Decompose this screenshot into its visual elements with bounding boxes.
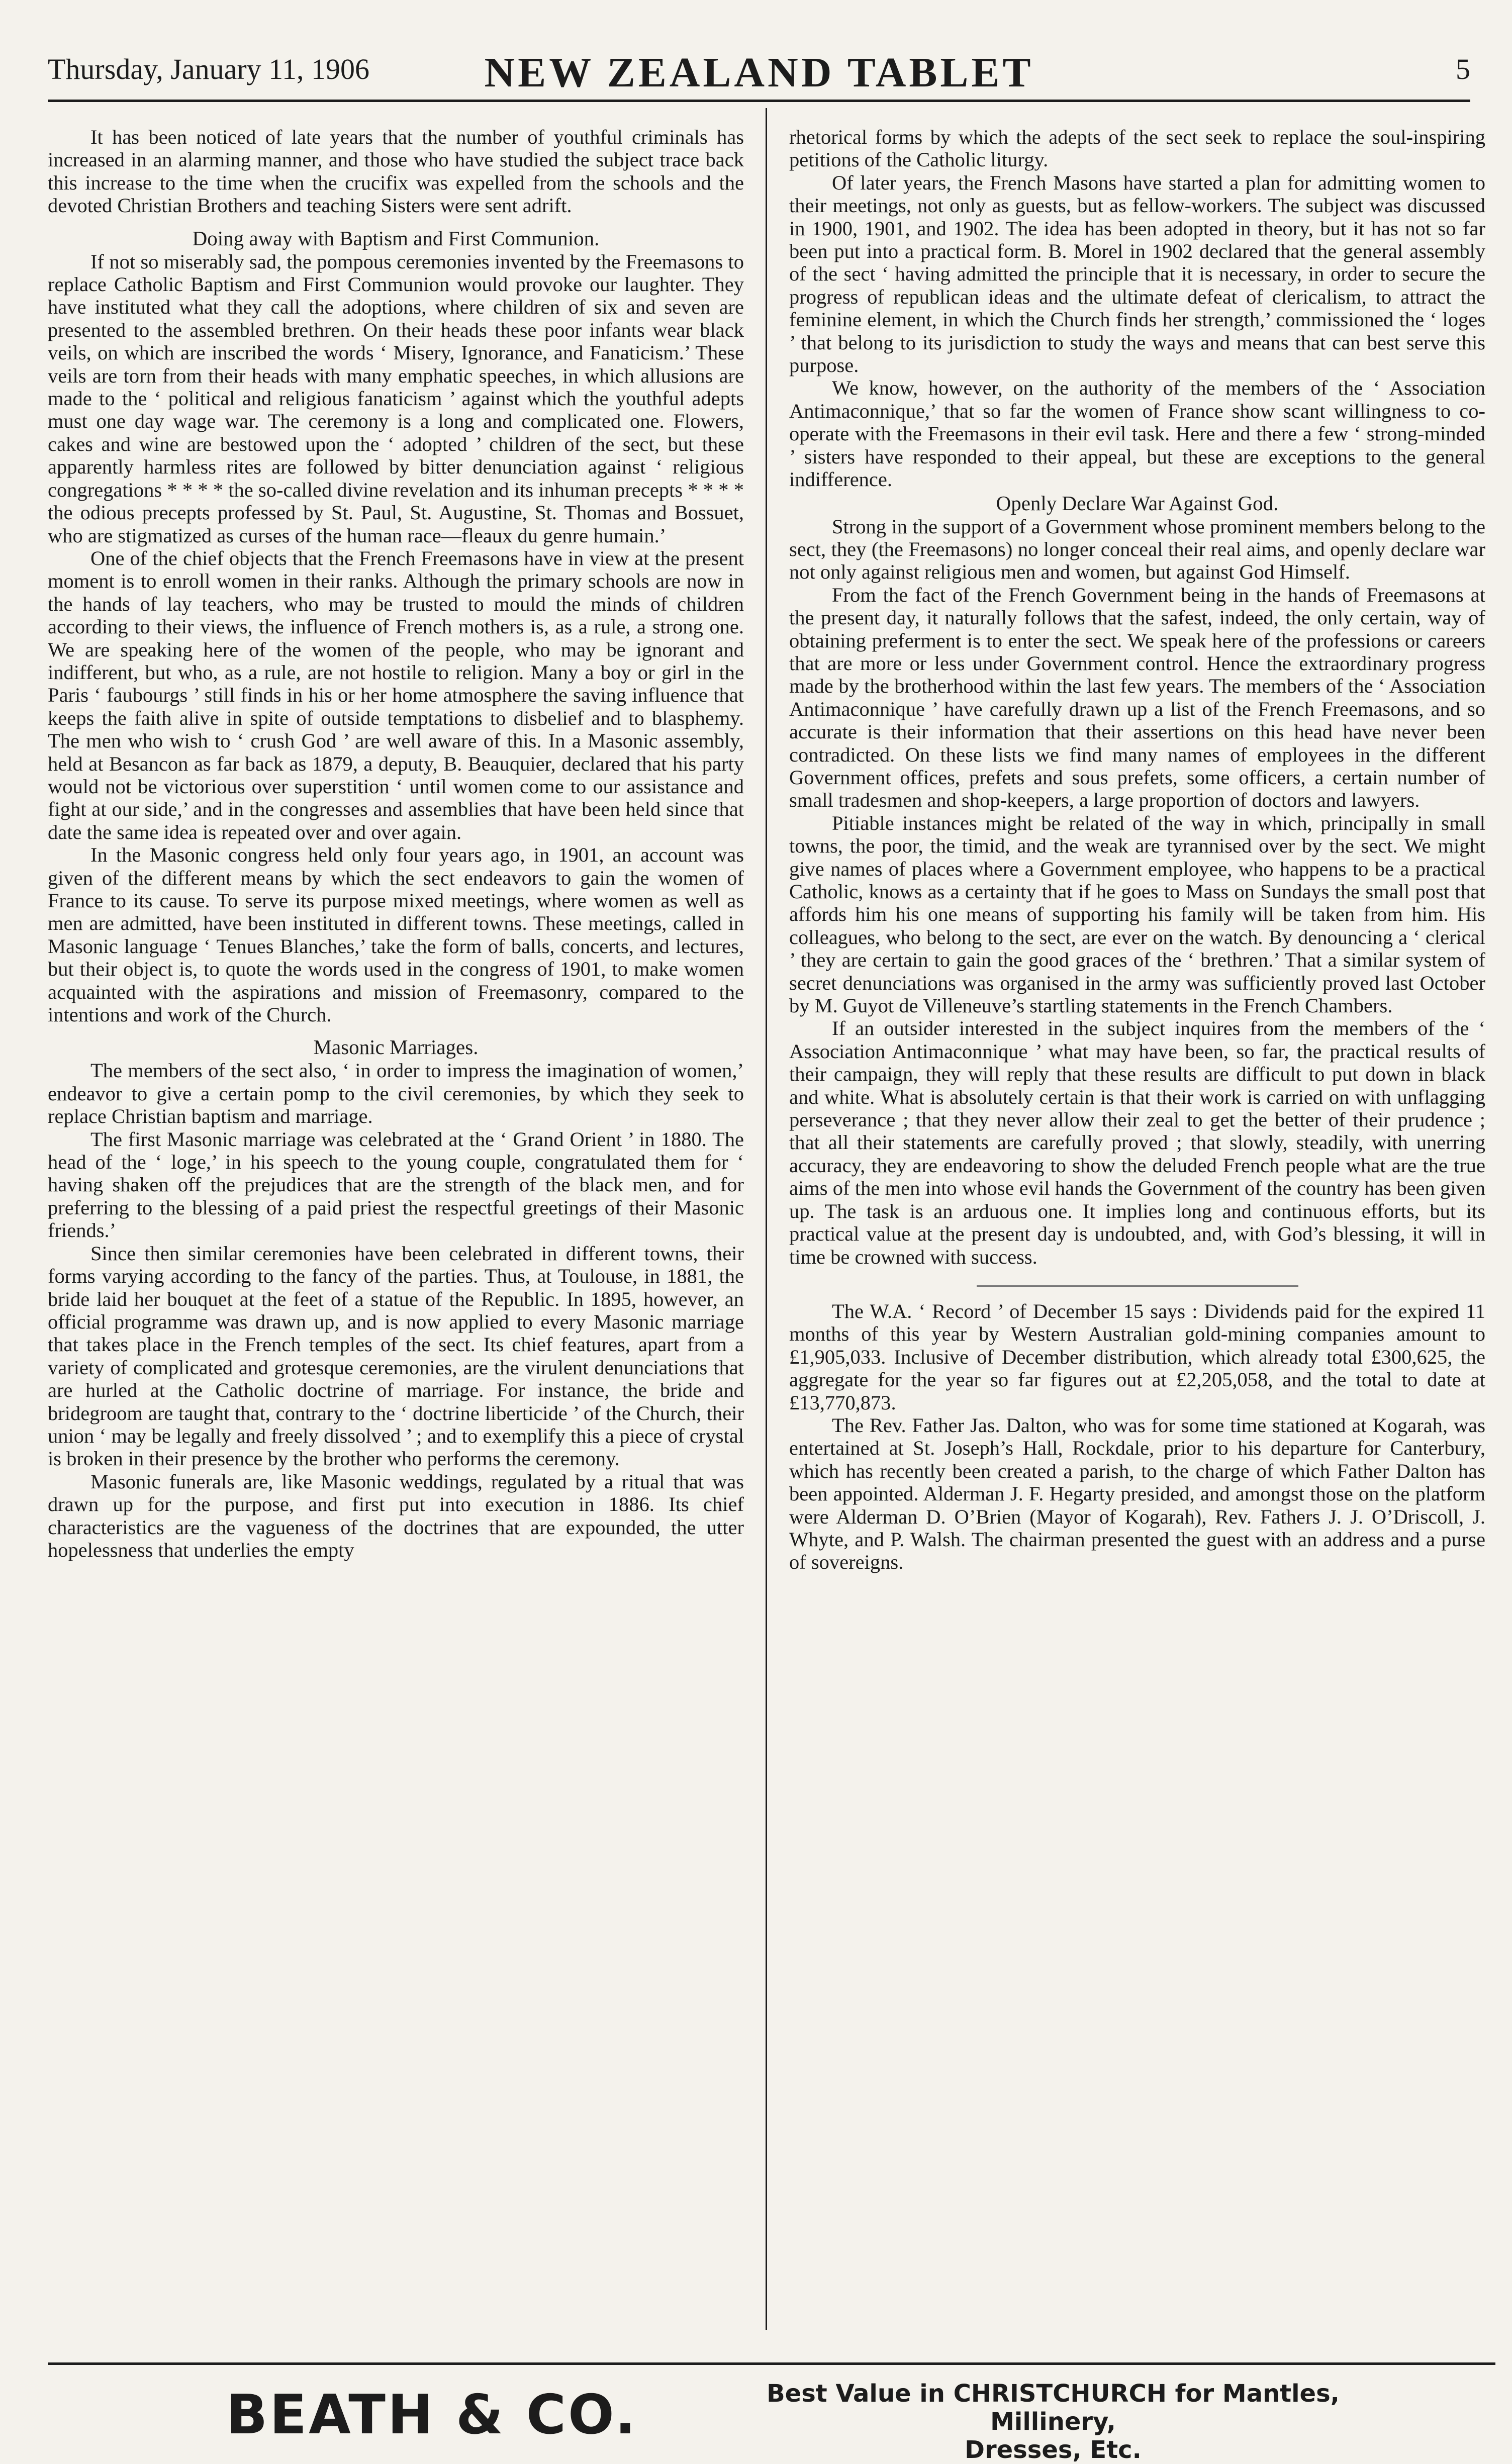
right-column	[789, 126, 1485, 1574]
article-paragraph: Masonic funerals are, like Masonic weddings, regulated by a ritual that was drawn up for the purpose, and first put into execution in 1886. Its chief characteristics are the vagueness of the doctrines that are expounded, the utter hopelessness that underlies the empty	[48, 1470, 744, 1561]
column-divider	[766, 108, 767, 2330]
section-heading: Masonic Marriages.	[313, 1035, 479, 1059]
article-paragraph: From the fact of the French Government being in the hands of Freemasons at the present day, it naturally follows that the safest, indeed, the only certain, way of obtaining preferment is to enter the sect. We speak here of the professions or careers that are more or less under Government control. Hence the extraordinary progress made by the brotherhood within the last few years. The members of the ‘ Association Antimaconnique ’ have carefully drawn up a list of the French Freemasons, and so accurate is their information that their assertions on this head have never been contradicted. On these lists we find many names of employees in the different Government offices, prefets and sous prefets, some officers, a certain number of small tradesmen and shop-keepers, a large proportion of doctors and lawyers.	[789, 583, 1485, 812]
article-paragraph: If not so miserably sad, the pompous ceremonies invented by the Freemasons to replace Catholic Baptism and First Communion would provoke our laughter. They have instituted what they call the adoptions, where children of six and seven are presented to the assembled brethren. On their heads these poor infants wear black veils, on which are inscribed the words ‘ Misery, Ignorance, and Fanaticism.’ These veils are torn from their heads with many emphatic speeches, in which allusions are made to the ‘ political and religious fanaticism ’ against which the youthful adepts must one day wage war. The ceremony is a long and complicated one. Flowers, cakes and wine are bestowed upon the ‘ adopted ’ children of the sect, but these apparently harmless rites are followed by bitter denunciation against ‘ religious congregations * * * * the so-called divine revelation and its inhuman precepts * * * * the odious precepts professed by St. Paul, St. Augustine, St. Thomas and Bossuet, who are stigmatized as curses of the human race—fleaux du genre humain.’	[48, 250, 744, 547]
article-paragraph: Of later years, the French Masons have started a plan for admitting women to their meetings, not only as guests, but as fellow-workers. The subject was discussed in 1900, 1901, and 1902. The idea has been adopted in theory, but it has not so far been put into a practical form. B. Morel in 1902 declared that the general assembly of the sect ‘ having admitted the principle that it is necessary, in order to secure the progress of republican ideas and the ultimate defeat of clericalism, to attract the feminine element, in which the Church finds her strength,’ commissioned the ‘ loges ’ that belong to its jurisdiction to study the ways and means that can best serve this purpose.	[789, 171, 1485, 377]
article-paragraph: rhetorical forms by which the adepts of the sect seek to replace the soul-inspiring petitions of the Catholic liturgy.	[789, 126, 1485, 171]
advertiser-brand: BEATH & CO.	[226, 2384, 638, 2446]
newspaper-page	[48, 0, 1495, 2464]
article-paragraph: It has been noticed of late years that the number of youthful criminals has increased in an alarming manner, and those who have studied the subject trace back this increase to the time when the crucifix was expelled from the schools and the devoted Christian Brothers and teaching Sisters were sent adrift.	[48, 126, 744, 217]
article-paragraph: The members of the sect also, ‘ in order to impress the imagination of women,’ endeavor to give a certain pomp to the civil ceremonies, by which they seek to replace Christian baptism and marriage.	[48, 1059, 744, 1128]
section-heading: Openly Declare War Against God.	[996, 491, 1279, 515]
news-item-paragraph: The Rev. Father Jas. Dalton, who was for some time stationed at Kogarah, was entertained at St. Joseph’s Hall, Rockdale, prior to his departure for Canterbury, which has recently been created a parish, to the charge of which Father Dalton has been appointed. Alderman J. F. Hegarty presided, and amongst those on the platform were Alderman D. O’Brien (Mayor of Kogarah), Rev. Fathers J. J. O’Driscoll, J. Whyte, and P. Walsh. The chairman presented the guest with an address and a purse of sovereigns.	[789, 1413, 1485, 1574]
article-paragraph: Strong in the support of a Government whose prominent members belong to the sect, they (the Freemasons) no longer conceal their real aims, and openly declare war not only against religious men and women, but against God Himself.	[789, 515, 1485, 584]
article-paragraph: If an outsider interested in the subject inquires from the members of the ‘ Association Antimaconnique ’ what may have been, so far, the practical results of their campaign, they will reply that these results are difficult to put down in black and white. What is absolutely certain is that their work is carried on with unflagging perseverance ; that they never allow their zeal to get the better of their prudence ; that all their statements are carefully proved ; that slowly, steadily, with unerring accuracy, they are endeavoring to show the deluded French people what are the true aims of the men into whose evil hands the Government of the country has been given up. The task is an arduous one. It implies long and continuous efforts, but its practical value at the present day is undoubted, and, with God’s blessing, it will in time be crowned with success.	[789, 1017, 1485, 1268]
article-paragraph: The first Masonic marriage was celebrated at the ‘ Grand Orient ’ in 1880. The head of the ‘ loge,’ in his speech to the young couple, congratulated them for ‘ having shaken off the prejudices that are the strength of the black men, and for preferring to the blessing of a paid priest the respectful greetings of their Masonic friends.’	[48, 1127, 744, 1242]
advertisement-text	[701, 2380, 1405, 2464]
news-item-paragraph: The W.A. ‘ Record ’ of December 15 says : Dividends paid for the expired 11 months of this year by Western Australian gold-mining companies amount to £1,905,033. Inclusive of December distribution, which already total £300,625, the aggregate for the year so far figures out at £2,205,058, and the total to date at £13,770,873.	[789, 1299, 1485, 1414]
left-column	[48, 126, 744, 1561]
publication-title: NEW ZEALAND TABLET	[484, 49, 1034, 96]
ad-line: Best Value in CHRISTCHURCH for Mantles, Millinery,	[767, 2380, 1340, 2436]
ad-line: Dresses, Etc.	[965, 2436, 1142, 2464]
section-heading: Doing away with Baptism and First Communion.	[192, 226, 600, 250]
article-paragraph: Since then similar ceremonies have been celebrated in different towns, their forms varying according to the fancy of the parties. Thus, at Toulouse, in 1881, the bride laid her bouquet at the feet of a statue of the Republic. In 1895, however, an official programme was drawn up, and is now applied to every Masonic marriage that takes place in the French temples of the sect. Its chief features, apart from a variety of complicated and grotesque ceremonies, are the virulent denunciations that are hurled at the Catholic doctrine of marriage. For instance, the bride and bridegroom are taught that, contrary to the ‘ doctrine liberticide ’ of the Church, their union ‘ may be legally and freely dissolved ’ ; and to exemplify this a piece of crystal is broken in their presence by the brother who performs the ceremony.	[48, 1242, 744, 1470]
article-paragraph: Pitiable instances might be related of the way in which, principally in small towns, the poor, the timid, and the weak are tyrannised over by the sect. We might give names of places where a Government employee, who happens to be a practical Catholic, knows as a certainty that if he goes to Mass on Sundays the small post that affords him his one means of supporting his family will be taken from him. His colleagues, who belong to the sect, are ever on the watch. By denouncing a ‘ clerical ’ they are certain to gain the good graces of the ‘ brethren.’ That a similar system of secret denunciations was organised in the army was sufficiently proved last October by M. Guyot de Villeneuve’s startling statements in the French Chambers.	[789, 811, 1485, 1017]
article-paragraph: In the Masonic congress held only four years ago, in 1901, an account was given of the different means by which the sect endeavors to gain the women of France to its cause. To serve its purpose mixed meetings, where women as well as men are admitted, have been instituted in different towns. These meetings, called in Masonic language ‘ Tenues Blanches,’ take the form of balls, concerts, and lectures, but their object is, to quote the words used in the congress of 1901, to make women acquainted with the aspirations and mission of Freemasonry, compared to the intentions and work of the Church.	[48, 843, 744, 1026]
section-divider	[977, 1285, 1298, 1287]
page-number: 5	[1456, 53, 1470, 85]
masthead	[48, 50, 1470, 96]
article-paragraph: One of the chief objects that the French Freemasons have in view at the present moment is to enroll women in their ranks. Although the primary schools are now in the hands of lay teachers, who may be trusted to mould the minds of children according to their views, the influence of French mothers is, as a rule, a strong one. We are speaking here of the women of the people, who may be ignorant and indifferent, but who, as a rule, are not hostile to religion. Many a boy or girl in the Paris ‘ faubourgs ’ still finds in his or her home atmosphere the saving influence that keeps the faith alive in spite of outside temptations to disbelief and to blasphemy. The men who wish to ‘ crush God ’ are well aware of this. In a Masonic assembly, held at Besancon as far back as 1879, a deputy, B. Beauquier, declared that his party would not be victorious over superstition ‘ until women come to our assistance and fight at our side,’ and in the congresses and assemblies that have been held since that date the same idea is repeated over and over again.	[48, 546, 744, 843]
article-paragraph: We know, however, on the authority of the members of the ‘ Association Antimaconnique,’ that so far the women of France show scant willingness to co-operate with the Freemasons in their evil task. Here and there a few ‘ strong-minded ’ sisters have responded to their appeal, but these are exceptions to the general indifference.	[789, 376, 1485, 491]
footer-rule	[48, 2362, 1495, 2365]
masthead-rule	[48, 100, 1470, 102]
issue-date: Thursday, January 11, 1906	[48, 53, 370, 85]
footer-advertisement	[48, 2373, 1495, 2464]
